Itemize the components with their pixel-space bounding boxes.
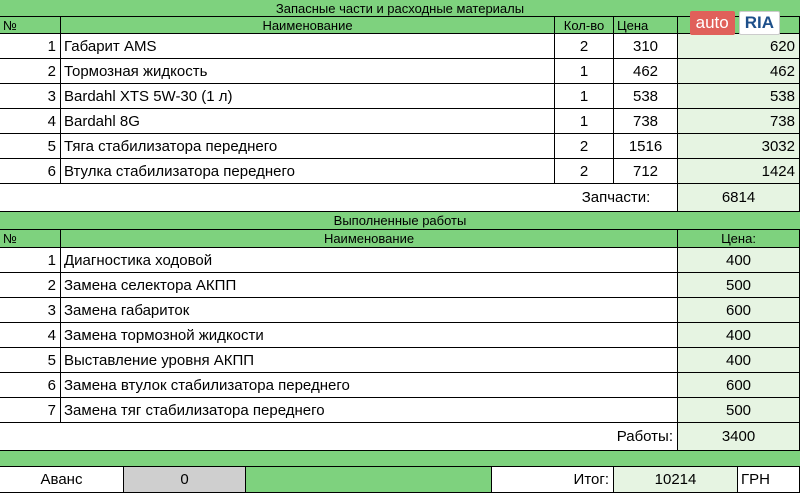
work-name: Выставление уровня АКПП (61, 348, 678, 373)
separator-bar (0, 451, 800, 467)
part-name: Габарит AMS (61, 34, 555, 59)
row-number: 1 (0, 34, 61, 59)
works-header-row (0, 230, 800, 248)
work-price: 400 (678, 323, 800, 348)
work-name: Замена тормозной жидкости (61, 323, 678, 348)
table-row (0, 373, 800, 398)
work-price: 400 (678, 248, 800, 273)
works-summary-label: Работы: (0, 423, 678, 451)
total-value: 10214 (614, 467, 738, 493)
autoria-watermark-logo (690, 11, 780, 35)
part-qty: 1 (555, 109, 614, 134)
parts-title-row (0, 0, 800, 17)
part-price: 1516 (614, 134, 678, 159)
watermark-ria: RIA (739, 11, 780, 35)
part-name: Bardahl 8G (61, 109, 555, 134)
work-price: 500 (678, 398, 800, 423)
table-row (0, 134, 800, 159)
parts-section-title: Запасные части и расходные материалы (0, 0, 800, 17)
work-name: Замена габариток (61, 298, 678, 323)
work-price: 600 (678, 373, 800, 398)
row-number: 3 (0, 298, 61, 323)
part-qty: 2 (555, 159, 614, 184)
currency-label: ГРН (738, 467, 800, 493)
work-price: 400 (678, 348, 800, 373)
part-price: 712 (614, 159, 678, 184)
row-number: 4 (0, 109, 61, 134)
work-price: 600 (678, 298, 800, 323)
part-qty: 2 (555, 134, 614, 159)
parts-header-qty: Кол-во (555, 17, 614, 34)
table-row (0, 298, 800, 323)
work-name: Замена тяг стабилизатора переднего (61, 398, 678, 423)
part-price: 738 (614, 109, 678, 134)
watermark-auto: auto (690, 11, 735, 35)
table-row (0, 109, 800, 134)
row-number: 5 (0, 134, 61, 159)
parts-summary-label: Запчасти: (555, 184, 678, 212)
part-total: 1424 (678, 159, 800, 184)
row-number: 5 (0, 348, 61, 373)
part-name: Тяга стабилизатора переднего (61, 134, 555, 159)
row-number: 3 (0, 84, 61, 109)
row-number: 6 (0, 373, 61, 398)
summary-spacer (0, 184, 555, 212)
parts-header-num: № (0, 17, 61, 34)
part-qty: 1 (555, 59, 614, 84)
row-number: 2 (0, 273, 61, 298)
parts-summary-value: 6814 (678, 184, 800, 212)
work-name: Замена селектора АКПП (61, 273, 678, 298)
footer-green-block (246, 467, 492, 493)
row-number: 7 (0, 398, 61, 423)
row-number: 2 (0, 59, 61, 84)
footer-row (0, 467, 800, 493)
work-name: Замена втулок стабилизатора переднего (61, 373, 678, 398)
part-total: 3032 (678, 134, 800, 159)
table-row (0, 248, 800, 273)
works-title-row (0, 212, 800, 230)
table-row (0, 159, 800, 184)
work-name: Диагностика ходовой (61, 248, 678, 273)
advance-value: 0 (124, 467, 246, 493)
part-total: 538 (678, 84, 800, 109)
part-name: Bardahl XTS 5W-30 (1 л) (61, 84, 555, 109)
table-row (0, 398, 800, 423)
parts-header-row (0, 17, 800, 34)
works-summary-value: 3400 (678, 423, 800, 451)
part-name: Втулка стабилизатора переднего (61, 159, 555, 184)
works-section-title: Выполненные работы (0, 212, 800, 230)
parts-header-name: Наименование (61, 17, 555, 34)
parts-summary-row (0, 184, 800, 212)
table-row (0, 273, 800, 298)
total-label: Итог: (492, 467, 614, 493)
parts-header-price: Цена (614, 17, 678, 34)
works-summary-row (0, 423, 800, 451)
part-total: 462 (678, 59, 800, 84)
part-price: 310 (614, 34, 678, 59)
part-total: 620 (678, 34, 800, 59)
row-number: 6 (0, 159, 61, 184)
table-row (0, 348, 800, 373)
part-name: Тормозная жидкость (61, 59, 555, 84)
table-row (0, 323, 800, 348)
works-header-num: № (0, 230, 61, 248)
part-qty: 1 (555, 84, 614, 109)
work-price: 500 (678, 273, 800, 298)
part-price: 462 (614, 59, 678, 84)
table-row (0, 84, 800, 109)
advance-label: Аванс (0, 467, 124, 493)
part-qty: 2 (555, 34, 614, 59)
table-row (0, 59, 800, 84)
works-header-name: Наименование (61, 230, 678, 248)
part-total: 738 (678, 109, 800, 134)
table-row (0, 34, 800, 59)
row-number: 1 (0, 248, 61, 273)
works-header-price: Цена: (678, 230, 800, 248)
row-number: 4 (0, 323, 61, 348)
part-price: 538 (614, 84, 678, 109)
